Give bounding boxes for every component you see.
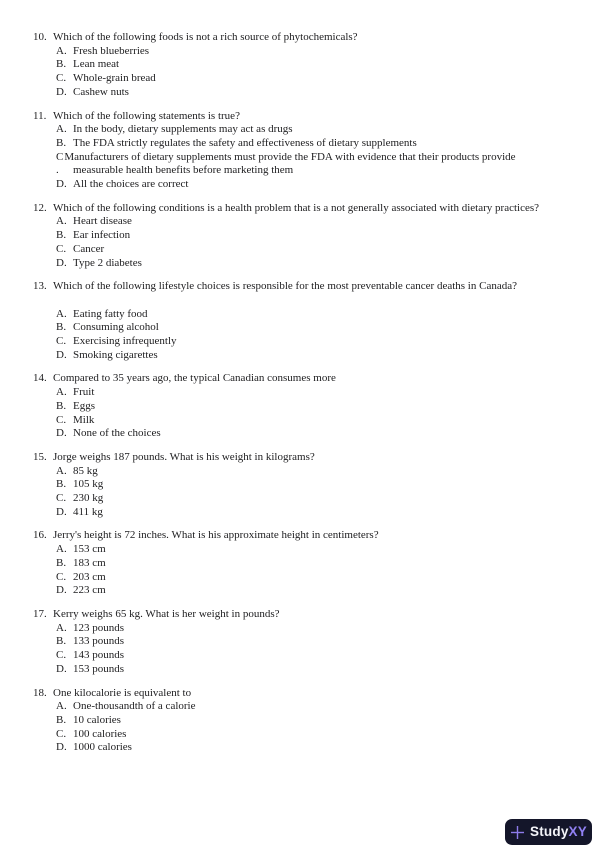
option-label: B. bbox=[56, 58, 67, 71]
question-number: 14. bbox=[33, 372, 47, 385]
option-label: C. bbox=[56, 492, 67, 505]
option-label: A. bbox=[56, 621, 67, 634]
question-text: Which of the following lifestyle choices is responsible for the most preventable cancer deaths in Canada? bbox=[53, 280, 517, 293]
option-label: C. bbox=[56, 335, 67, 348]
option-text: 123 pounds bbox=[73, 621, 125, 634]
option-text: 143 pounds bbox=[73, 649, 125, 662]
option-text: Eating fatty food bbox=[73, 307, 148, 320]
option-row bbox=[56, 663, 598, 677]
studyxy-logo bbox=[505, 819, 592, 845]
question-number: 15. bbox=[33, 450, 47, 463]
question-number: 12. bbox=[33, 201, 47, 214]
question-text: Compared to 35 years ago, the typical Canadian consumes more bbox=[53, 372, 336, 385]
option-label: A. bbox=[56, 700, 67, 713]
question-text: Which of the following statements is true? bbox=[53, 109, 240, 122]
option-text: None of the choices bbox=[73, 427, 161, 440]
option-row bbox=[56, 741, 598, 755]
option-text: 100 calories bbox=[73, 727, 127, 740]
question-text: Which of the following conditions is a health problem that is a not generally associated with dietary practices? bbox=[53, 201, 539, 214]
option-row bbox=[56, 151, 598, 165]
option-text: One-thousandth of a calorie bbox=[73, 700, 196, 713]
options-list bbox=[56, 123, 598, 192]
option-label: A. bbox=[56, 386, 67, 399]
option-label: D. bbox=[56, 427, 67, 440]
question-text: Jerry's height is 72 inches. What is his approximate height in centimeters? bbox=[53, 529, 379, 542]
option-text: Type 2 diabetes bbox=[73, 256, 142, 269]
option-label: C. bbox=[56, 242, 67, 255]
option-text: Ear infection bbox=[73, 229, 131, 242]
option-row bbox=[56, 492, 598, 506]
option-label: B. bbox=[56, 478, 67, 491]
options-list bbox=[56, 308, 598, 363]
option-label: B. bbox=[56, 556, 67, 569]
option-text: All the choices are correct bbox=[73, 178, 189, 191]
option-row bbox=[56, 584, 598, 598]
question-number: 11. bbox=[33, 109, 47, 122]
option-text: Cashew nuts bbox=[73, 85, 129, 98]
option-row bbox=[56, 557, 598, 571]
option-text: Eggs bbox=[73, 399, 95, 412]
option-row bbox=[56, 308, 598, 322]
option-row bbox=[56, 72, 598, 86]
option-label: D. bbox=[56, 348, 67, 361]
option-text: 153 cm bbox=[73, 543, 106, 556]
option-label: C. bbox=[56, 649, 67, 662]
options-list bbox=[56, 465, 598, 520]
options-list bbox=[56, 215, 598, 270]
option-label: B. bbox=[56, 713, 67, 726]
option-label: D. bbox=[56, 505, 67, 518]
option-row bbox=[56, 728, 598, 742]
option-label: C bbox=[56, 150, 64, 163]
option-label: D. bbox=[56, 662, 67, 675]
option-text: Fresh blueberries bbox=[73, 44, 150, 57]
option-text: 223 cm bbox=[73, 584, 106, 597]
options-list bbox=[56, 622, 598, 677]
question-text: Which of the following foods is not a rich source of phytochemicals? bbox=[53, 31, 358, 43]
option-label: A. bbox=[56, 307, 67, 320]
question-18 bbox=[33, 687, 598, 756]
option-label: A. bbox=[56, 215, 67, 228]
option-row bbox=[56, 215, 598, 229]
option-row bbox=[56, 349, 598, 363]
option-row bbox=[56, 58, 598, 72]
question-14 bbox=[33, 372, 598, 441]
option-row bbox=[56, 427, 598, 441]
option-label: D. bbox=[56, 178, 67, 191]
option-row bbox=[56, 465, 598, 479]
option-row bbox=[56, 243, 598, 257]
option-label: C. bbox=[56, 413, 67, 426]
option-row bbox=[56, 400, 598, 414]
option-row bbox=[56, 386, 598, 400]
option-text: Cancer bbox=[73, 242, 105, 255]
option-row bbox=[56, 635, 598, 649]
option-text: 230 kg bbox=[73, 492, 104, 505]
question-number: 10. bbox=[33, 31, 47, 43]
option-label: . bbox=[56, 164, 59, 177]
option-row bbox=[56, 86, 598, 100]
question-number: 16. bbox=[33, 529, 47, 542]
question-text: One kilocalorie is equivalent to bbox=[53, 686, 192, 699]
option-text: 203 cm bbox=[73, 570, 106, 583]
option-text: 10 calories bbox=[73, 713, 121, 726]
option-label: C. bbox=[56, 727, 67, 740]
option-row bbox=[56, 478, 598, 492]
option-row bbox=[56, 123, 598, 137]
option-label: B. bbox=[56, 635, 67, 648]
option-label: B. bbox=[56, 321, 67, 334]
option-row bbox=[56, 649, 598, 663]
option-text: The FDA strictly regulates the safety and effectiveness of dietary supplements bbox=[73, 136, 417, 149]
options-list bbox=[56, 700, 598, 755]
option-text: Heart disease bbox=[73, 215, 132, 228]
option-text: measurable health benefits before marketing them bbox=[73, 164, 294, 177]
option-text: 105 kg bbox=[73, 478, 104, 491]
option-label: A. bbox=[56, 44, 67, 57]
option-row bbox=[56, 178, 598, 192]
option-label: C. bbox=[56, 72, 67, 85]
question-number: 13. bbox=[33, 280, 47, 293]
option-label: D. bbox=[56, 85, 67, 98]
option-label: A. bbox=[56, 123, 67, 136]
question-text: Kerry weighs 65 kg. What is her weight in pounds? bbox=[53, 608, 280, 620]
option-text: Whole-grain bread bbox=[73, 72, 156, 85]
plus-icon bbox=[510, 825, 525, 840]
question-10 bbox=[33, 31, 598, 100]
option-text: 85 kg bbox=[73, 464, 98, 477]
option-label: B. bbox=[56, 136, 67, 149]
options-list bbox=[56, 386, 598, 441]
question-17 bbox=[33, 608, 598, 677]
option-text: Milk bbox=[73, 413, 95, 426]
option-row-continuation bbox=[56, 164, 598, 178]
option-row bbox=[56, 506, 598, 520]
logo-xy-label: XY bbox=[568, 824, 587, 840]
option-text: 411 kg bbox=[73, 505, 103, 518]
option-row bbox=[56, 335, 598, 349]
logo-text bbox=[530, 825, 587, 839]
option-text: 183 cm bbox=[73, 556, 106, 569]
option-row bbox=[56, 257, 598, 271]
question-number: 18. bbox=[33, 686, 47, 699]
option-label: A. bbox=[56, 543, 67, 556]
option-row bbox=[56, 700, 598, 714]
option-label: B. bbox=[56, 229, 67, 242]
question-number: 17. bbox=[33, 608, 47, 620]
question-16 bbox=[33, 529, 598, 598]
option-text: Lean meat bbox=[73, 58, 120, 71]
option-row bbox=[56, 321, 598, 335]
option-text: 133 pounds bbox=[73, 635, 125, 648]
option-label: A. bbox=[56, 464, 67, 477]
option-row bbox=[56, 137, 598, 151]
option-text: Consuming alcohol bbox=[73, 321, 159, 334]
options-list bbox=[56, 45, 598, 100]
option-text: Fruit bbox=[73, 386, 95, 399]
question-13 bbox=[33, 280, 598, 362]
option-row bbox=[56, 414, 598, 428]
question-12 bbox=[33, 202, 598, 271]
question-11 bbox=[33, 110, 598, 192]
logo-study-label: Study bbox=[530, 824, 569, 840]
question-15 bbox=[33, 451, 598, 520]
option-label: D. bbox=[56, 584, 67, 597]
option-label: C. bbox=[56, 570, 67, 583]
option-text: Manufacturers of dietary supplements must provide the FDA with evidence that their products provide bbox=[64, 150, 516, 163]
options-list bbox=[56, 543, 598, 598]
option-label: D. bbox=[56, 256, 67, 269]
option-label: D. bbox=[56, 741, 67, 754]
option-row bbox=[56, 571, 598, 585]
option-label: B. bbox=[56, 399, 67, 412]
option-text: Smoking cigarettes bbox=[73, 348, 158, 361]
option-text: 1000 calories bbox=[73, 741, 132, 754]
quiz-content bbox=[33, 31, 598, 765]
option-text: In the body, dietary supplements may act as drugs bbox=[73, 123, 293, 136]
question-text: Jorge weighs 187 pounds. What is his weight in kilograms? bbox=[53, 450, 315, 463]
option-row bbox=[56, 543, 598, 557]
option-row bbox=[56, 714, 598, 728]
option-row bbox=[56, 229, 598, 243]
option-text: 153 pounds bbox=[73, 662, 125, 675]
option-text: Exercising infrequently bbox=[73, 335, 177, 348]
option-row bbox=[56, 45, 598, 59]
option-row bbox=[56, 622, 598, 636]
